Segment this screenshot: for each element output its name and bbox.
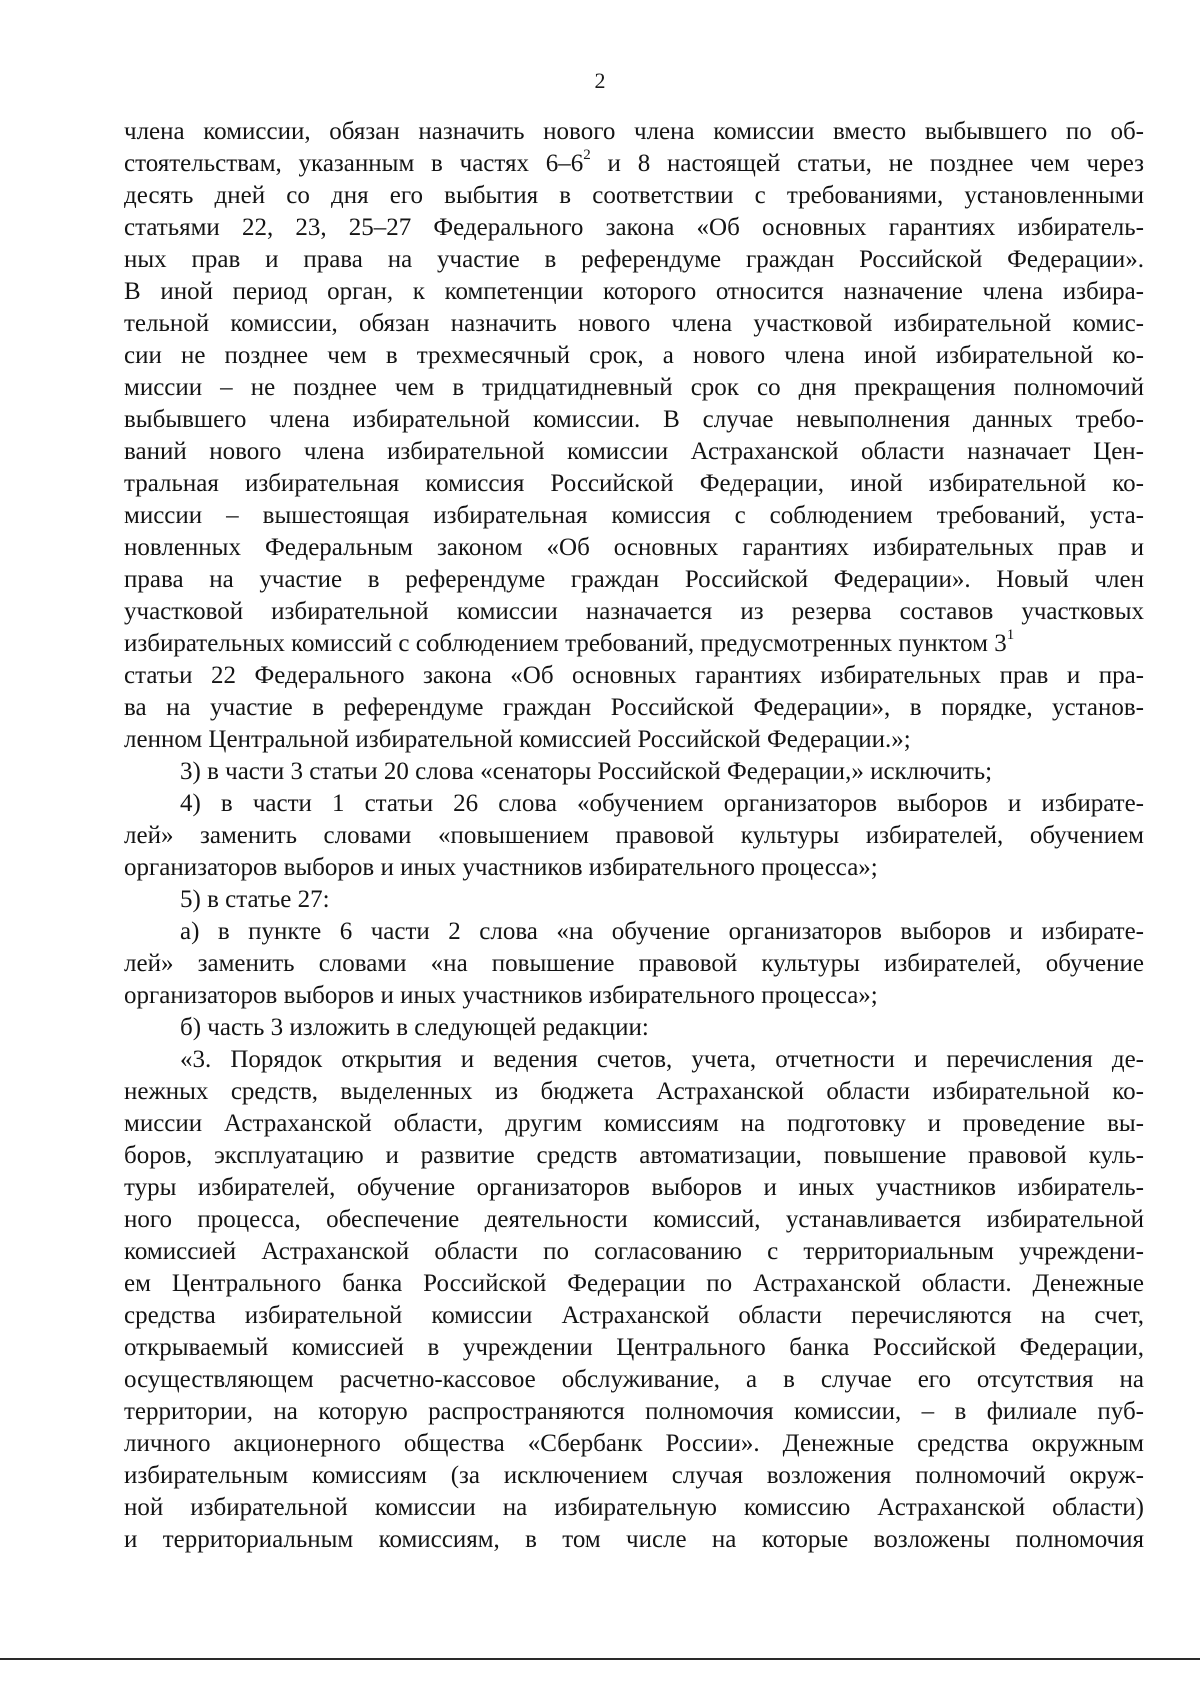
text-line: миссии – вышестоящая избирательная комиссия с соблюдением требований, уста- <box>124 502 1144 529</box>
text-line: десять дней со дня его выбытия в соответствии с требованиями, установленными <box>124 182 1144 209</box>
text-line: участковой избирательной комиссии назначается из резерва составов участковых <box>124 598 1144 625</box>
text-line: сии не позднее чем в трехмесячный срок, а нового члена иной избирательной ко- <box>124 342 1144 369</box>
text-line: выбывшего члена избирательной комиссии. В случае невыполнения данных требо- <box>124 406 1144 433</box>
text-line: лей» заменить словами «на повышение правовой культуры избирателей, обучение <box>124 950 1144 977</box>
text-line: территории, на которую распространяются полномочия комиссии, – в филиале пуб- <box>124 1398 1144 1425</box>
text-line: права на участие в референдуме граждан Российской Федерации». Новый член <box>124 566 1144 593</box>
text-line: а) в пункте 6 части 2 слова «на обучение организаторов выборов и избирате- <box>180 918 1144 945</box>
text-line: тельной комиссии, обязан назначить нового члена участковой избирательной комис- <box>124 310 1144 337</box>
text-line: миссии – не позднее чем в тридцатидневный срок со дня прекращения полномочий <box>124 374 1144 401</box>
text-line: комиссией Астраханской области по согласованию с территориальным учреждени- <box>124 1238 1144 1265</box>
text-line: ленном Центральной избирательной комиссией Российской Федерации.»; <box>124 726 911 753</box>
text-line: тральная избирательная комиссия Российской Федерации, иной избирательной ко- <box>124 470 1144 497</box>
text-line: ваний нового члена избирательной комиссии Астраханской области назначает Цен- <box>124 438 1144 465</box>
text-line: туры избирателей, обучение организаторов выборов и иных участников избиратель- <box>124 1174 1144 1201</box>
text-line: ной избирательной комиссии на избирательную комиссию Астраханской области) <box>124 1494 1144 1521</box>
text-segment: избирательных комиссий с соблюдением требований, предусмотренных пунктом 3 <box>124 630 1007 657</box>
text-line: новленных Федеральным законом «Об основных гарантиях избирательных прав и <box>124 534 1144 561</box>
superscript: 2 <box>583 148 591 163</box>
text-line: ем Центрального банка Российской Федерации по Астраханской области. Денежные <box>124 1270 1144 1297</box>
text-line: 5) в статье 27: <box>180 886 330 913</box>
text-line: ных прав и права на участие в референдуме граждан Российской Федерации». <box>124 246 1144 273</box>
text-line: и территориальным комиссиям, в том числе на которые возложены полномочия <box>124 1526 1144 1553</box>
text-segment: стоятельствам, указанным в частях 6–6 <box>124 150 584 177</box>
text-line: б) часть 3 изложить в следующей редакции: <box>180 1014 649 1041</box>
text-line: средства избирательной комиссии Астраханской области перечисляются на счет, <box>124 1302 1144 1329</box>
text-line: В иной период орган, к компетенции которого относится назначение члена избира- <box>124 278 1144 305</box>
text-line: ного процесса, обеспечение деятельности комиссий, устанавливается избирательной <box>124 1206 1144 1233</box>
document-body <box>124 116 1144 1556</box>
text-line: боров, эксплуатацию и развитие средств автоматизации, повышение правовой куль- <box>124 1142 1144 1169</box>
text-segment: и 8 настоящей статьи, не позднее чем через <box>590 150 1144 177</box>
text-line: организаторов выборов и иных участников избирательного процесса»; <box>124 854 878 881</box>
text-line: статьи 22 Федерального закона «Об основных гарантиях избирательных прав и пра- <box>124 662 1144 689</box>
text-line: «3. Порядок открытия и ведения счетов, учета, отчетности и перечисления де- <box>180 1046 1144 1073</box>
text-line <box>124 148 1144 180</box>
text-line: лей» заменить словами «повышением правовой культуры избирателей, обучением <box>124 822 1144 849</box>
footer-rule <box>0 1658 1200 1660</box>
text-line: 4) в части 1 статьи 26 слова «обучением организаторов выборов и избирате- <box>180 790 1144 817</box>
text-line: члена комиссии, обязан назначить нового члена комиссии вместо выбывшего по об- <box>124 118 1144 145</box>
text-line: открываемый комиссией в учреждении Центрального банка Российской Федерации, <box>124 1334 1144 1361</box>
superscript: 1 <box>1006 628 1015 643</box>
text-line: статьями 22, 23, 25–27 Федерального закона «Об основных гарантиях избиратель- <box>124 214 1144 241</box>
text-line <box>124 628 1144 660</box>
text-line: ва на участие в референдуме граждан Российской Федерации», в порядке, установ- <box>124 694 1144 721</box>
text-line: избирательным комиссиям (за исключением случая возложения полномочий окруж- <box>124 1462 1144 1489</box>
text-line: 3) в части 3 статьи 20 слова «сенаторы Российской Федерации,» исключить; <box>180 758 993 785</box>
text-line: миссии Астраханской области, другим комиссиям на подготовку и проведение вы- <box>124 1110 1144 1137</box>
text-line: организаторов выборов и иных участников избирательного процесса»; <box>124 982 878 1009</box>
text-line: осуществляющем расчетно-кассовое обслуживание, а в случае его отсутствия на <box>124 1366 1144 1393</box>
text-line: нежных средств, выделенных из бюджета Астраханской области избирательной ко- <box>124 1078 1144 1105</box>
text-line: личного акционерного общества «Сбербанк России». Денежные средства окружным <box>124 1430 1144 1457</box>
page-number: 2 <box>594 68 606 93</box>
